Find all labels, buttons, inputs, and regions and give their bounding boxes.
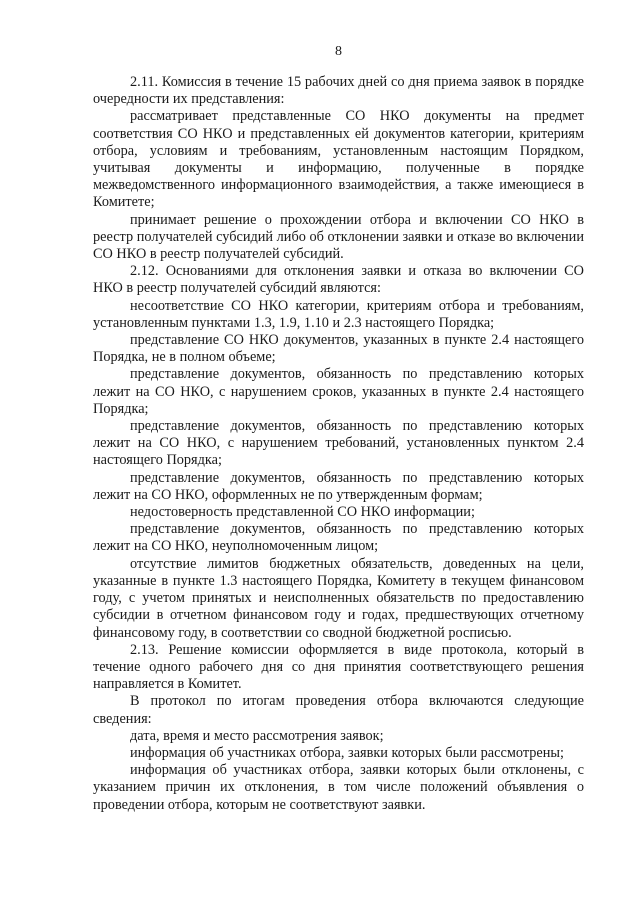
paragraph-2-13: 2.13. Решение комиссии оформляется в виде протокола, который в течение одного рабочего дня со дня принятия соответствующего решения направляется в Комитет.: [93, 641, 584, 693]
paragraph-2-11: 2.11. Комиссия в течение 15 рабочих дней со дня приема заявок в порядке очередности их представления:: [93, 74, 584, 108]
paragraph-review-documents: рассматривает представленные СО НКО документы на предмет соответствия СО НКО и представленных ей документов категории, критериям отбора, условиям и требованиям, установленным настоящим Порядком, учитывая документы и информацию, полученные в порядке межведомственного информационного взаимодействия, а также имеющиеся в Комитете;: [93, 108, 584, 211]
list-item-incomplete-documents: представление СО НКО документов, указанных в пункте 2.4 настоящего Порядка, не в полном объеме;: [93, 332, 584, 366]
list-item-date-time-place: дата, время и место рассмотрения заявок;: [130, 727, 384, 744]
list-item-late-documents: представление документов, обязанность по представлению которых лежит на СО НКО, с нарушением сроков, указанных в пункте 2.4 настоящего Порядка;: [93, 366, 584, 417]
page-number: 8: [335, 44, 342, 59]
list-item-rejected-participants: информация об участниках отбора, заявки которых были отклонены, с указанием причин их отклонения, в том числе положений объявления о проведении отбора, которым не соответствуют заявки.: [93, 762, 584, 813]
paragraph-decision: принимает решение о прохождении отбора и включении СО НКО в реестр получателей субсидий либо об отклонении заявки и отказе во включении СО НКО в реестр получателей субсидий.: [93, 211, 584, 263]
list-item-inaccurate-info: недостоверность представленной СО НКО информации;: [130, 504, 475, 521]
paragraph-protocol-contents: В протокол по итогам проведения отбора включаются следующие сведения:: [93, 693, 584, 727]
list-item-requirements-violation: представление документов, обязанность по представлению которых лежит на СО НКО, с нарушением требований, установленных пунктом 2.4 настоящего Порядка;: [93, 418, 584, 469]
list-item-no-budget-limits: отсутствие лимитов бюджетных обязательств, доведенных на цели, указанные в пункте 1.3 настоящего Порядка, Комитету в текущем финансовом году, с учетом принятых и неисполненных обязательств по предоставлению субсидии в отчетном финансовом году и годах, предшествующих отчетному финансовому году, в соответствии со сводной бюджетной росписью.: [93, 555, 584, 641]
list-item-nonconformity: несоответствие СО НКО категории, критериям отбора и требованиям, установленным пунктами 1.3, 1.9, 1.10 и 2.3 настоящего Порядка;: [93, 297, 584, 331]
list-item-wrong-forms: представление документов, обязанность по представлению которых лежит на СО НКО, оформленных не по утвержденным формам;: [93, 469, 584, 503]
list-item-unauthorized-person: представление документов, обязанность по представлению которых лежит на СО НКО, неуполномоченным лицом;: [93, 521, 584, 555]
list-item-reviewed-participants: информация об участниках отбора, заявки которых были рассмотрены;: [130, 744, 564, 761]
paragraph-2-12: 2.12. Основаниями для отклонения заявки и отказа во включении СО НКО в реестр получателей субсидий являются:: [93, 263, 584, 297]
